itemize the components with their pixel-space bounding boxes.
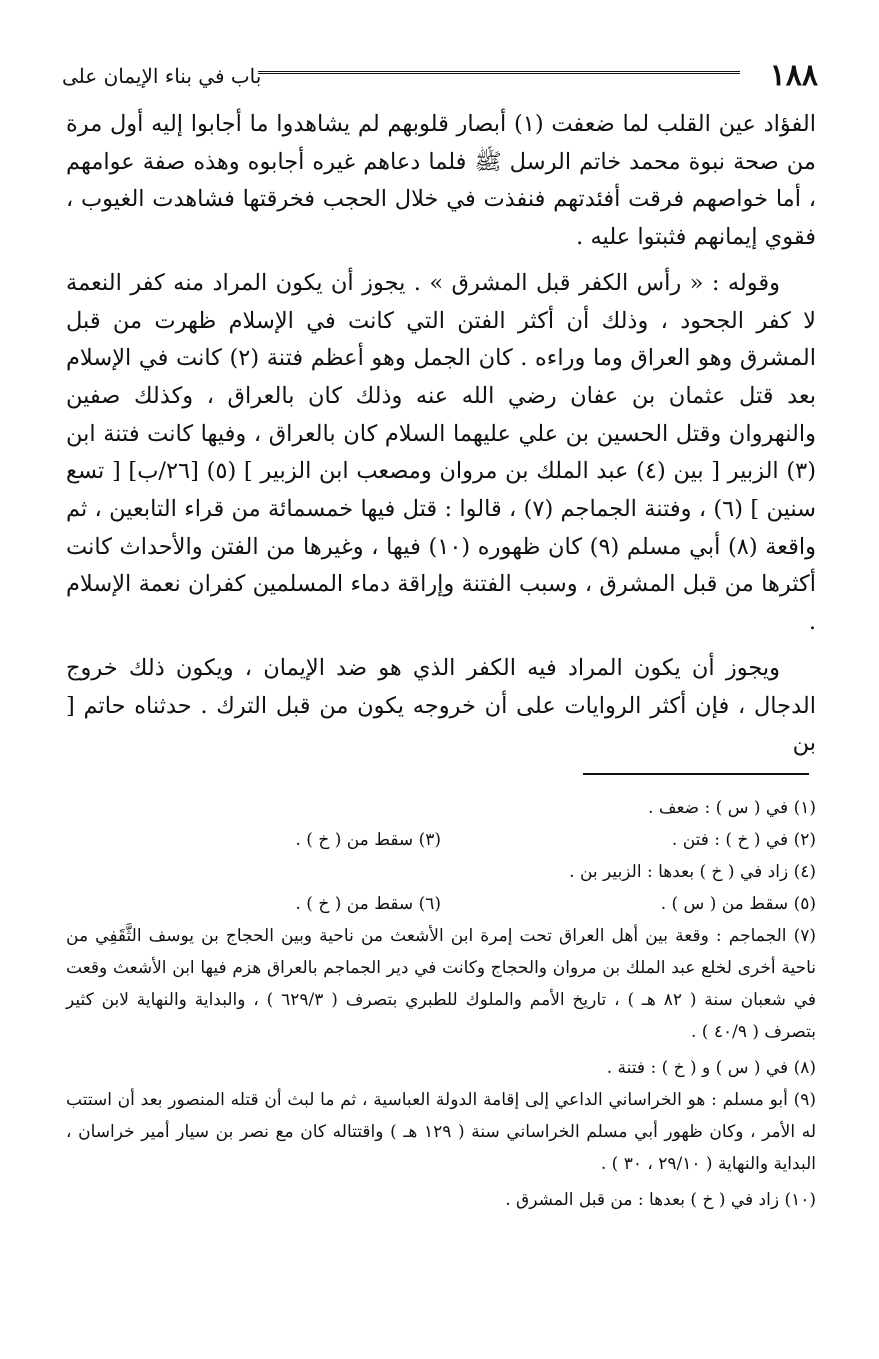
footnote: (٦) سقط من ( خ ) . bbox=[295, 894, 441, 914]
footnote: (١٠) زاد في ( خ ) بعدها : من قبل المشرق . bbox=[505, 1190, 816, 1210]
paragraph: ويجوز أن يكون المراد فيه الكفر الذي هو ضد الإيمان ، ويكون ذلك خروج الدجال ، فإن أكثر الروايات على أن خروجه يكون من قبل الترك . حدثناه حاتم [ بن bbox=[66, 654, 816, 757]
footnote: (١) في ( س ) : ضعف . bbox=[648, 798, 816, 818]
footnote: (٣) سقط من ( خ ) . bbox=[295, 830, 441, 850]
page-header bbox=[62, 58, 818, 94]
footnote-row bbox=[66, 888, 816, 920]
page-number: ١٨٨ bbox=[769, 58, 818, 93]
footnote: (٥) سقط من ( س ) . bbox=[660, 894, 816, 914]
main-text bbox=[66, 106, 816, 763]
footnotes bbox=[66, 792, 816, 1216]
footnote-row bbox=[66, 824, 816, 856]
header-rule bbox=[258, 71, 740, 78]
footnote-separator bbox=[583, 773, 809, 775]
footnote: (٨) في ( س ) و ( خ ) : فتنة . bbox=[606, 1058, 816, 1078]
paragraph: الفؤاد عين القلب لما ضعفت (١) أبصار قلوبهم لم يشاهدوا ما أجابوا إليه أول مرة من صحة نبوة محمد خاتم الرسل ﷺ فلما دعاهم غيره أجابوه وهذه صفة عوامهم ، أما خواصهم فرقت أفئدتهم فنفذت في خلال الحجب فخرقتها فشاهدت الغيوب ، فقوي إيمانهم فثبتوا عليه . bbox=[66, 111, 816, 251]
footnote: (٢) في ( خ ) : فتن . bbox=[671, 830, 816, 850]
running-title: باب في بناء الإيمان على bbox=[62, 64, 262, 88]
paragraph: وقوله : « رأس الكفر قبل المشرق » . يجوز أن يكون المراد منه كفر النعمة لا كفر الجحود ، وذلك أن أكثر الفتن التي كانت في الإسلام ظهرت من قبل المشرق وهو العراق وما وراءه . كان الجمل وهو أعظم فتنة (٢) كانت في الإسلام بعد قتل عثمان بن عفان رضي الله عنه وذلك كان بالعراق ، وكذلك صفين والنهروان وقتل الحسين بن علي عليهما السلام كان بالعراق ، وفيها كانت فتنة ابن (٣) الزبير [ بين (٤) عبد الملك بن مروان ومصعب ابن الزبير ] (٥) [٢٦/ب] [ تسع سنين ] (٦) ، وفتنة الجماجم (٧) ، قالوا : قتل فيها خمسمائة من قراء التابعين ، ثم واقعة (٨) أبي مسلم (٩) كان ظهوره (١٠) فيها ، وغيرها من الفتن والأحداث كانت أكثرها من قبل المشرق ، وسبب الفتنة وإراقة دماء المسلمين كفران نعمة الإسلام . bbox=[66, 269, 817, 636]
footnote: (٧) الجماجم : وقعة بين أهل العراق تحت إمرة ابن الأشعث من ناحية وبين الحجاج بن يوسف الثَّقَفِي من ناحية أخرى لخلع عبد الملك بن مروان والحجاج وكانت في دير الجماجم بالعراق هزم فيها ابن الأشعث وقعت في شعبان سنة ( ٨٢ هـ ) ، تاريخ الأمم والملوك للطبري بتصرف ( ٦٢٩/٣ ) ، والبداية والنهاية لابن كثير بتصرف ( ٤٠/٩ ) . bbox=[66, 926, 817, 1042]
footnote: (٩) أبو مسلم : هو الخراساني الداعي إلى إقامة الدولة العباسية ، ثم ما لبث أن قتله المنصور بعد أن استتب له الأمر ، وكان ظهور أبي مسلم الخراساني سنة ( ١٢٩ هـ ) واقتتاله كان مع نصر بن سيار أمير خراسان ، البداية والنهاية ( ٢٩/١٠ ، ٣٠ ) . bbox=[66, 1090, 816, 1174]
footnote: (٤) زاد في ( خ ) بعدها : الزبير بن . bbox=[569, 862, 816, 882]
